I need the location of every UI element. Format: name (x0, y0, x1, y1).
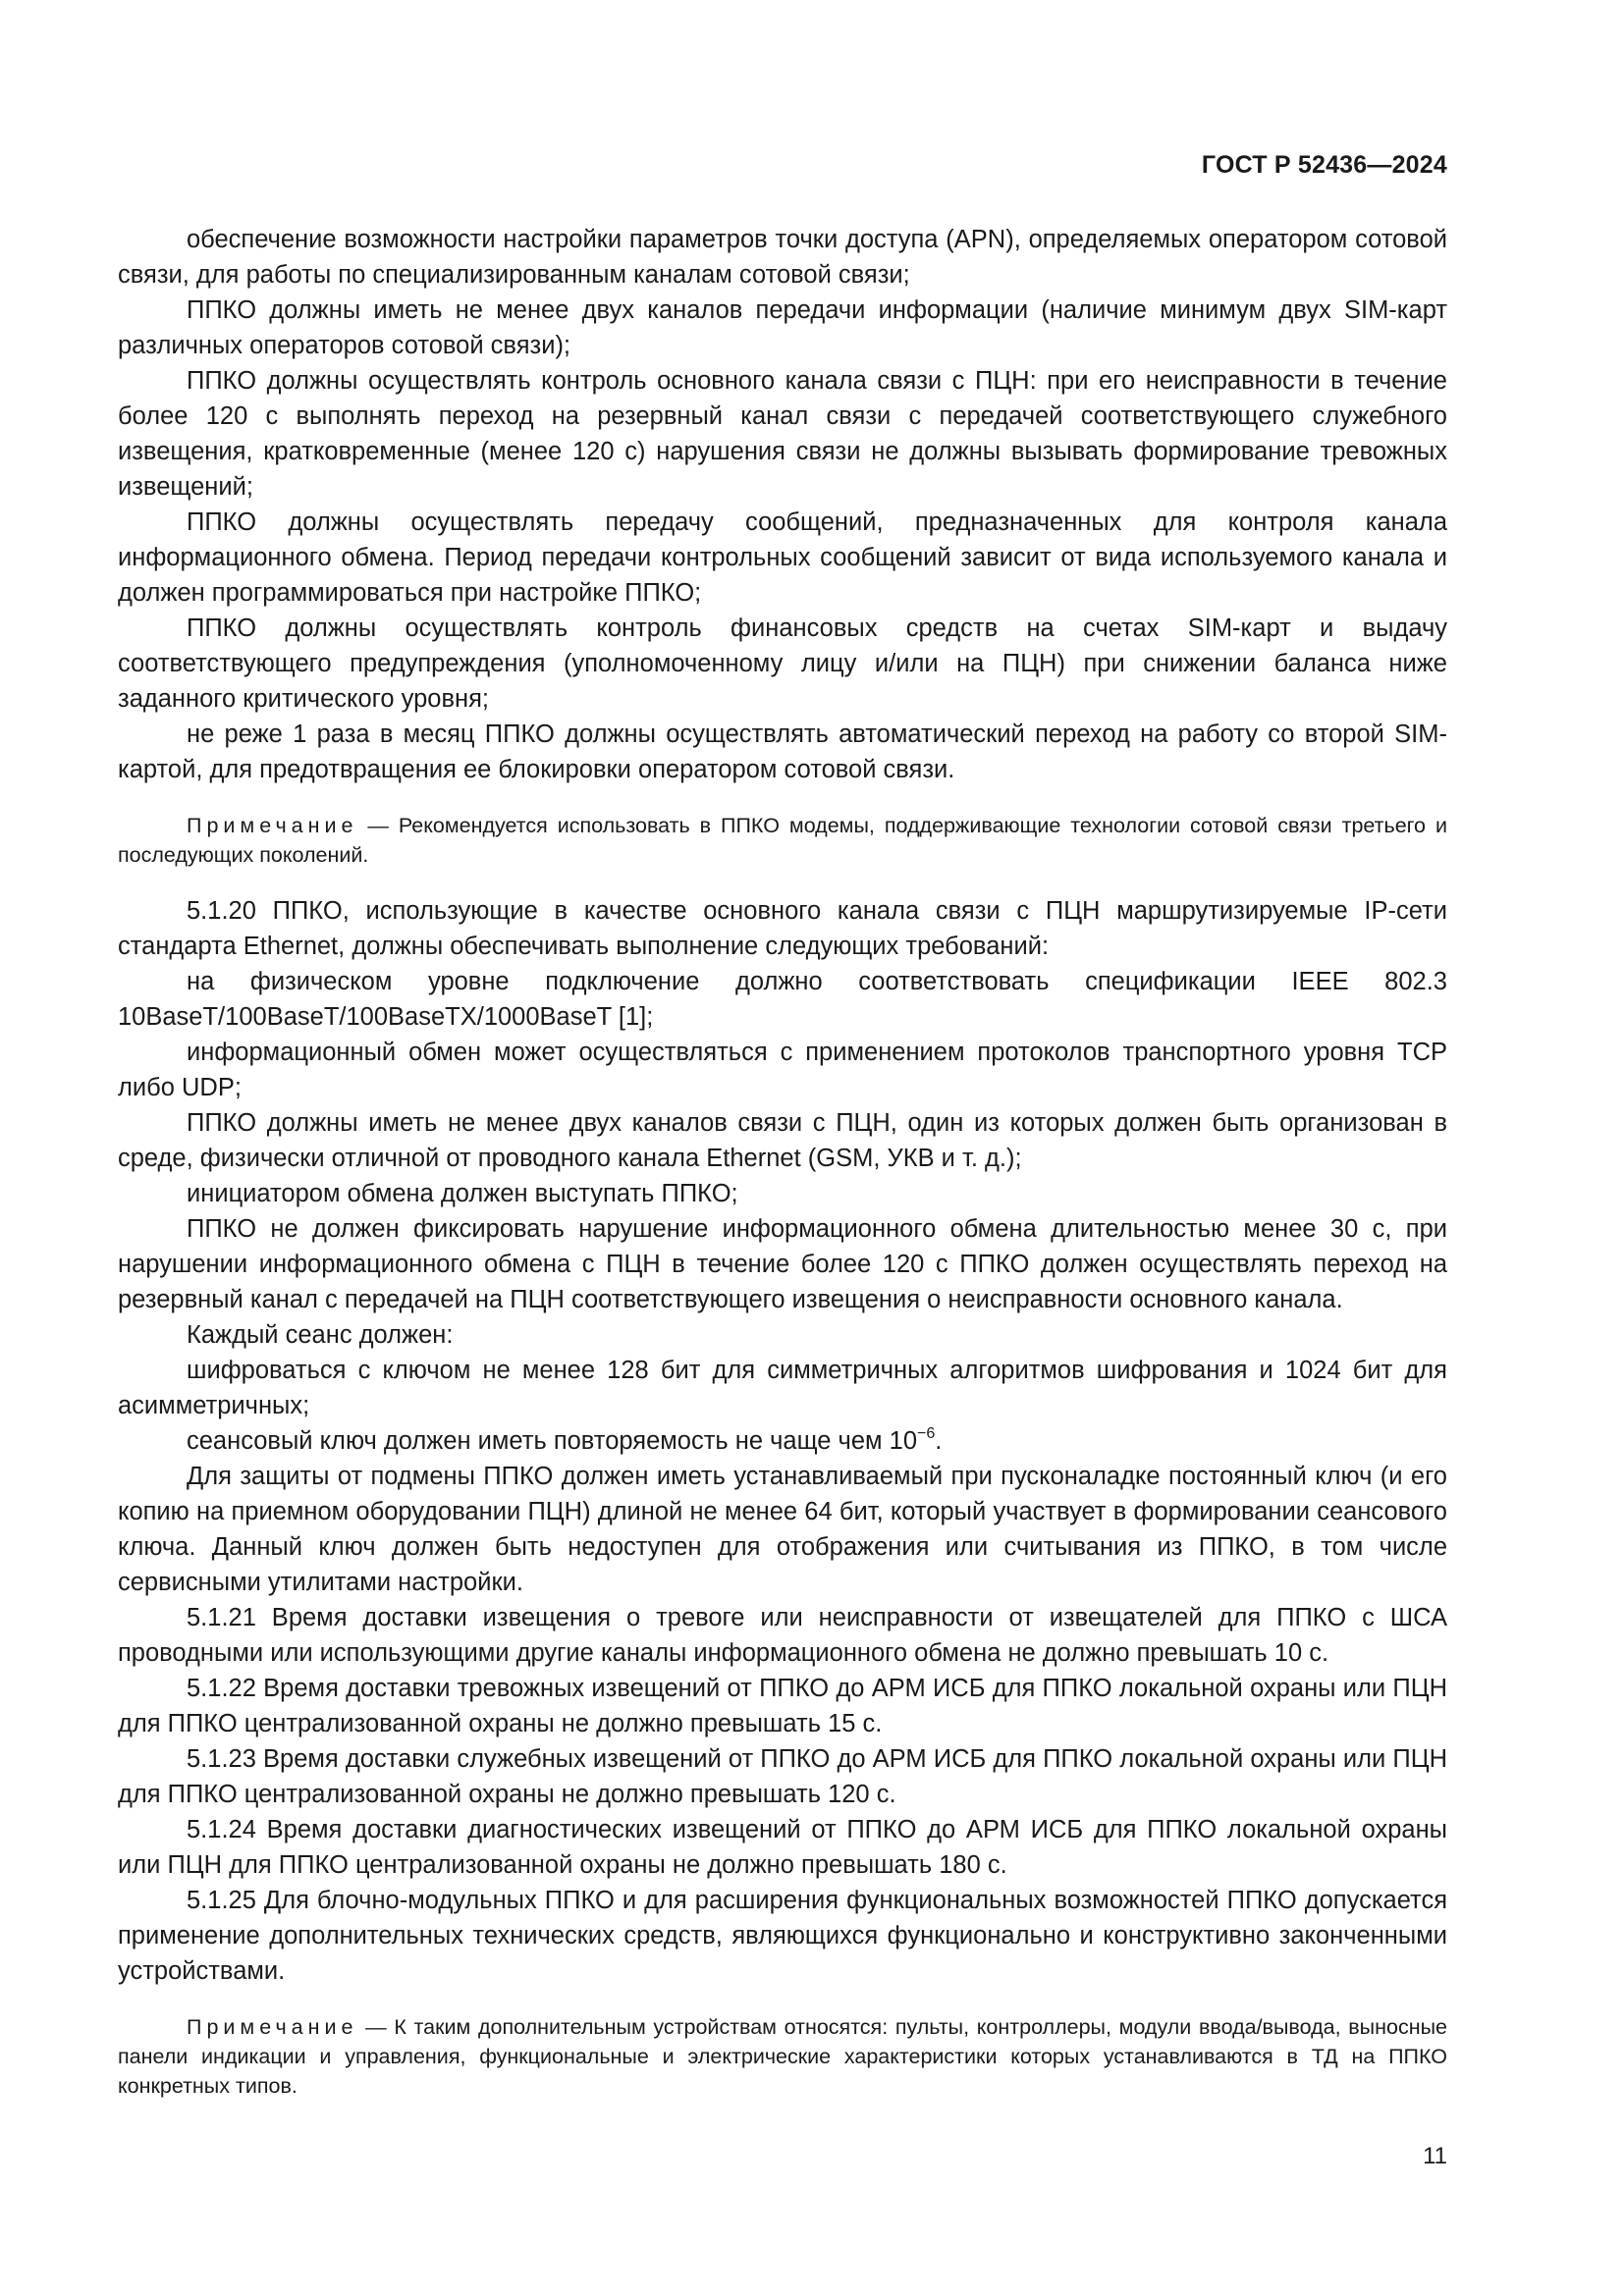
paragraph: не реже 1 раза в месяц ППКО должны осуществлять автоматический переход на работу со второй SIM-картой, для предотвращения ее блокировки оператором сотовой связи. (118, 721, 1447, 783)
note-label: Примечание (187, 814, 358, 837)
note-text: — Рекомендуется использовать в ППКО модемы, поддерживающие технологии сотовой связи третьего и последующих поколений. (118, 814, 1447, 867)
document-header: ГОСТ Р 52436—2024 (1201, 151, 1447, 179)
paragraph: ППКО не должен фиксировать нарушение информационного обмена длительностью менее 30 с, при нарушении информационного обмена с ПЦН в течение более 120 с ППКО должен осуществлять переход на резервный канал с передачей на ПЦН соответствующего извещения о неисправности основного канала. (118, 1215, 1447, 1313)
note-text: — К таким дополнительным устройствам относятся: пульты, контроллеры, модули ввода/вывода, выносные панели индикации и управления, функциональные и электрические характеристики которых устанавливаются в ТД на ППКО конкретных типов. (118, 2015, 1447, 2098)
paragraph: на физическом уровне подключение должно соответствовать спецификации IEEE 802.3 10BaseT/100BaseT/100BaseTX/1000BaseT [1]; (118, 968, 1447, 1031)
paragraph: обеспечение возможности настройки параметров точки доступа (APN), определяемых оператором сотовой связи, для работы по специализированным каналам сотовой связи; (118, 226, 1447, 289)
session-key-text: сеансовый ключ должен иметь повторяемость не чаще чем 10 (187, 1427, 917, 1455)
document-body (118, 222, 1447, 2124)
paragraph (118, 1423, 1447, 1459)
paragraph: ППКО должны иметь не менее двух каналов связи с ПЦН, один из которых должен быть организован в среде, физически отличной от проводного канала Ethernet (GSM, УКВ и т. д.); (118, 1109, 1447, 1172)
clause-5-1-22: 5.1.22 Время доставки тревожных извещений от ППКО до АРМ ИСБ для ППКО локальной охраны или ПЦН для ППКО централизованной охраны не должно превышать 15 с. (118, 1675, 1447, 1737)
paragraph: ППКО должны иметь не менее двух каналов передачи информации (наличие минимум двух SIM-карт различных операторов сотовой связи); (118, 296, 1447, 359)
paragraph: ППКО должны осуществлять контроль финансовых средств на счетах SIM-карт и выдачу соответствующего предупреждения (уполномоченному лицу и/или на ПЦН) при снижении баланса ниже заданного критического уровня; (118, 614, 1447, 713)
clause-5-1-25: 5.1.25 Для блочно-модульных ППКО и для расширения функциональных возможностей ППКО допускается применение дополнительных технических средств, являющихся функционально и конструктивно законченными устройствами. (118, 1887, 1447, 1985)
exponent: −6 (917, 1424, 936, 1442)
paragraph: Каждый сеанс должен: (187, 1321, 454, 1349)
note (118, 2012, 1447, 2101)
clause-5-1-20: 5.1.20 ППКО, использующие в качестве основного канала связи с ПЦН маршрутизируемые IP-сети стандарта Ethernet, должны обеспечивать выполнение следующих требований: (118, 897, 1447, 960)
paragraph: информационный обмен может осуществляться с применением протоколов транспортного уровня TCP либо UDP; (118, 1039, 1447, 1101)
note-label: Примечание (187, 2015, 358, 2039)
paragraph: ППКО должны осуществлять передачу сообщений, предназначенных для контроля канала информационного обмена. Период передачи контрольных сообщений зависит от вида используемого канала и должен программироваться при настройке ППКО; (118, 508, 1447, 607)
paragraph: Для защиты от подмены ППКО должен иметь устанавливаемый при пусконаладке постоянный ключ (и его копию на приемном оборудовании ПЦН) длиной не менее 64 бит, который участвует в формировании сеансового ключа. Данный ключ должен быть недоступен для отображения или считывания из ППКО, в том числе сервисными утилитами настройки. (118, 1463, 1447, 1596)
clause-5-1-23: 5.1.23 Время доставки служебных извещений от ППКО до АРМ ИСБ для ППКО локальной охраны или ПЦН для ППКО централизованной охраны не должно превышать 120 с. (118, 1745, 1447, 1808)
clause-5-1-24: 5.1.24 Время доставки диагностических извещений от ППКО до АРМ ИСБ для ППКО локальной охраны или ПЦН для ППКО централизованной охраны не должно превышать 180 с. (118, 1816, 1447, 1879)
page-number: 11 (1423, 2143, 1447, 2169)
period: . (935, 1427, 943, 1455)
paragraph: ППКО должны осуществлять контроль основного канала связи с ПЦН: при его неисправности в течение более 120 с выполнять переход на резервный канал связи с передачей соответствующего служебного извещения, кратковременные (менее 120 с) нарушения связи не должны вызывать формирование тревожных извещений; (118, 367, 1447, 501)
paragraph: шифроваться с ключом не менее 128 бит для симметричных алгоритмов шифрования и 1024 бит для асимметричных; (118, 1357, 1447, 1419)
clause-5-1-21: 5.1.21 Время доставки извещения о тревоге или неисправности от извещателей для ППКО с ШСА проводными или использующими другие каналы информационного обмена не должно превышать 10 с. (118, 1604, 1447, 1667)
note (118, 811, 1447, 870)
paragraph: инициатором обмена должен выступать ППКО; (187, 1180, 738, 1207)
